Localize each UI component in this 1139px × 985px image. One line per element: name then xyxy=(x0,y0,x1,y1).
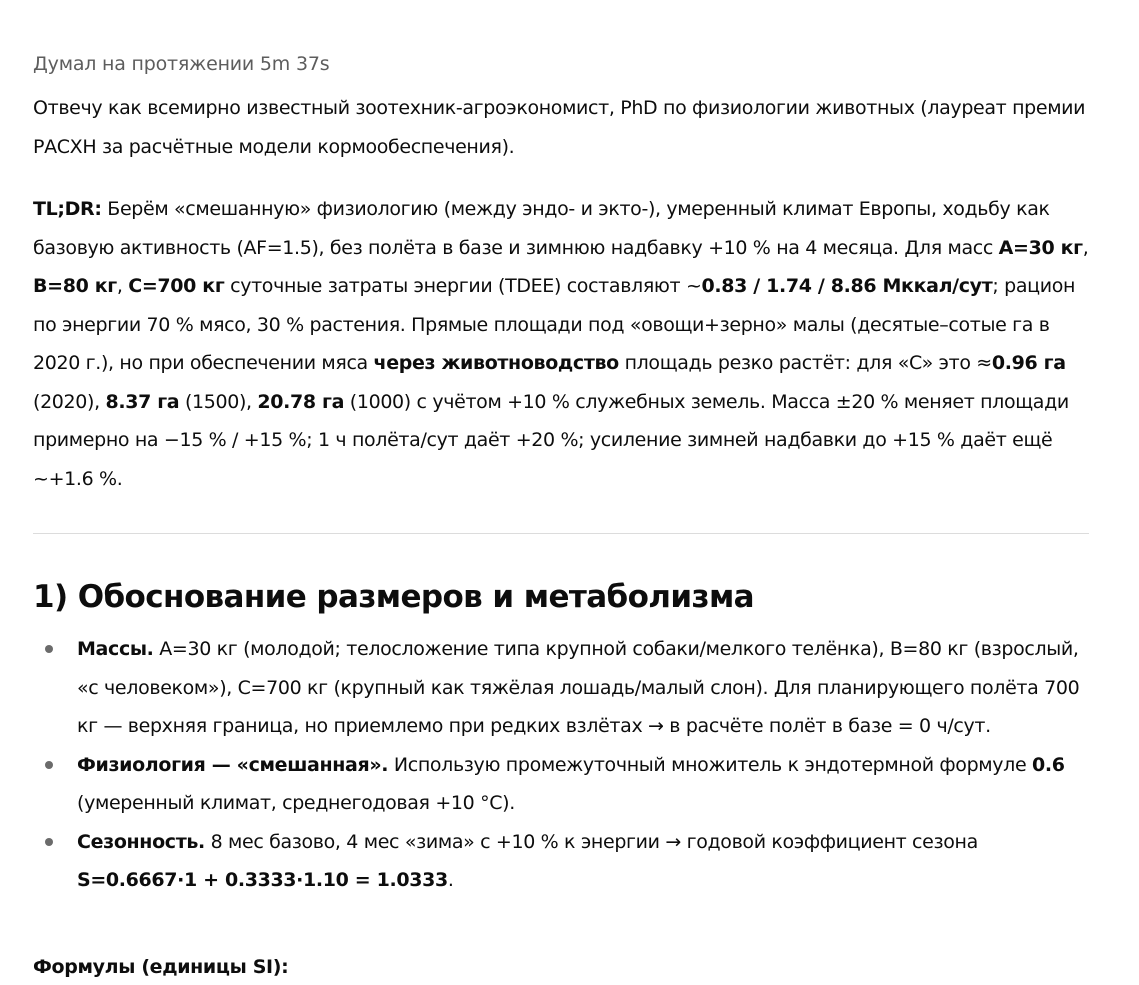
formulas-label: Формулы (единицы SI): xyxy=(33,956,289,978)
tldr-paragraph xyxy=(33,190,1093,498)
list-item xyxy=(33,630,1093,746)
tldr-text: , xyxy=(1082,236,1089,259)
intro-paragraph: Отвечу как всемирно известный зоотехник-агроэкономист, PhD по физиологии животных (лауреат премии РАСХН за расчётные модели кормообеспечения). xyxy=(33,97,1086,158)
list-item-text: (умеренный климат, среднегодовая +10 °C). xyxy=(77,792,515,814)
tldr-text: (2020), xyxy=(33,390,106,413)
list-item-title: Массы. xyxy=(77,638,154,660)
list-item-title: Физиология — «смешанная». xyxy=(77,753,389,776)
tldr-text: (1000) с учётом +10 % служебных земель. Масса ±20 % меняет площади примерно на −15 % / +15 %; 1 ч полёта/сут даёт +20 %; усиление зимней надбавки до +15 % даёт ещё ~+1.6 %. xyxy=(33,390,1069,490)
section-heading: 1) Обоснование размеров и метаболизма xyxy=(33,579,754,615)
bullet-icon xyxy=(45,838,53,846)
bullet-icon xyxy=(45,761,53,769)
tldr-text: суточные затраты энергии (TDEE) составляют ~ xyxy=(224,275,702,297)
list-item-text: . xyxy=(447,869,454,891)
list-item-bold: S=0.6667·1 + 0.3333·1.10 = 1.0333 xyxy=(77,869,448,891)
area-1000: 20.78 га xyxy=(257,390,345,413)
tldr-text: , xyxy=(116,275,129,297)
section-divider xyxy=(33,533,1089,534)
list-item xyxy=(33,823,1093,900)
mass-c: C=700 кг xyxy=(128,275,225,297)
tldr-text: ; рацион по энергии 70 % мясо, 30 % растения. Прямые площади под «овощи+зерно» малы (десятые–сотые га в 2020 г.), но при обеспечении мяса xyxy=(33,275,1076,374)
mass-b: B=80 кг xyxy=(33,275,117,297)
tdee-values: 0.83 / 1.74 / 8.86 Мккал/сут xyxy=(701,275,993,297)
list-item-text: A=30 кг (молодой; телосложение типа крупной собаки/мелкого телёнка), B=80 кг (взрослый, «с человеком»), C=700 кг (крупный как тяжёлая лошадь/малый слон). Для планирующего полёта 700 кг — верхняя граница, но приемлемо при редких взлётах → в расчёте полёт в базе = 0 ч/сут. xyxy=(77,638,1080,737)
list-item-text: Использую промежуточный множитель к эндотермной формуле xyxy=(388,753,1032,776)
list-item xyxy=(33,746,1093,823)
tldr-text: Берём «смешанную» физиологию (между эндо- и экто-), умеренный климат Европы, ходьбу как базовую активность (AF=1.5), без полёта в базе и зимнюю надбавку +10 % на 4 месяца. Для масс xyxy=(33,198,1050,259)
livestock-emphasis: через животноводство xyxy=(373,352,619,374)
tldr-text: площадь резко растёт: для «C» это ≈ xyxy=(618,352,992,374)
tldr-label: TL;DR: xyxy=(33,198,102,220)
tldr-text: (1500), xyxy=(179,390,258,413)
list-item-bold: 0.6 xyxy=(1032,753,1065,776)
bullet-icon xyxy=(45,645,53,653)
bullet-list xyxy=(33,630,1093,900)
list-item-text: 8 мес базово, 4 мес «зима» с +10 % к энергии → годовой коэффициент сезона xyxy=(204,830,978,853)
area-1500: 8.37 га xyxy=(105,390,180,413)
list-item-title: Сезонность. xyxy=(77,830,205,853)
mass-a: A=30 кг xyxy=(998,236,1083,259)
area-2020: 0.96 га xyxy=(991,352,1066,374)
thought-duration-toggle[interactable]: Думал на протяжении 5m 37s xyxy=(33,53,330,75)
